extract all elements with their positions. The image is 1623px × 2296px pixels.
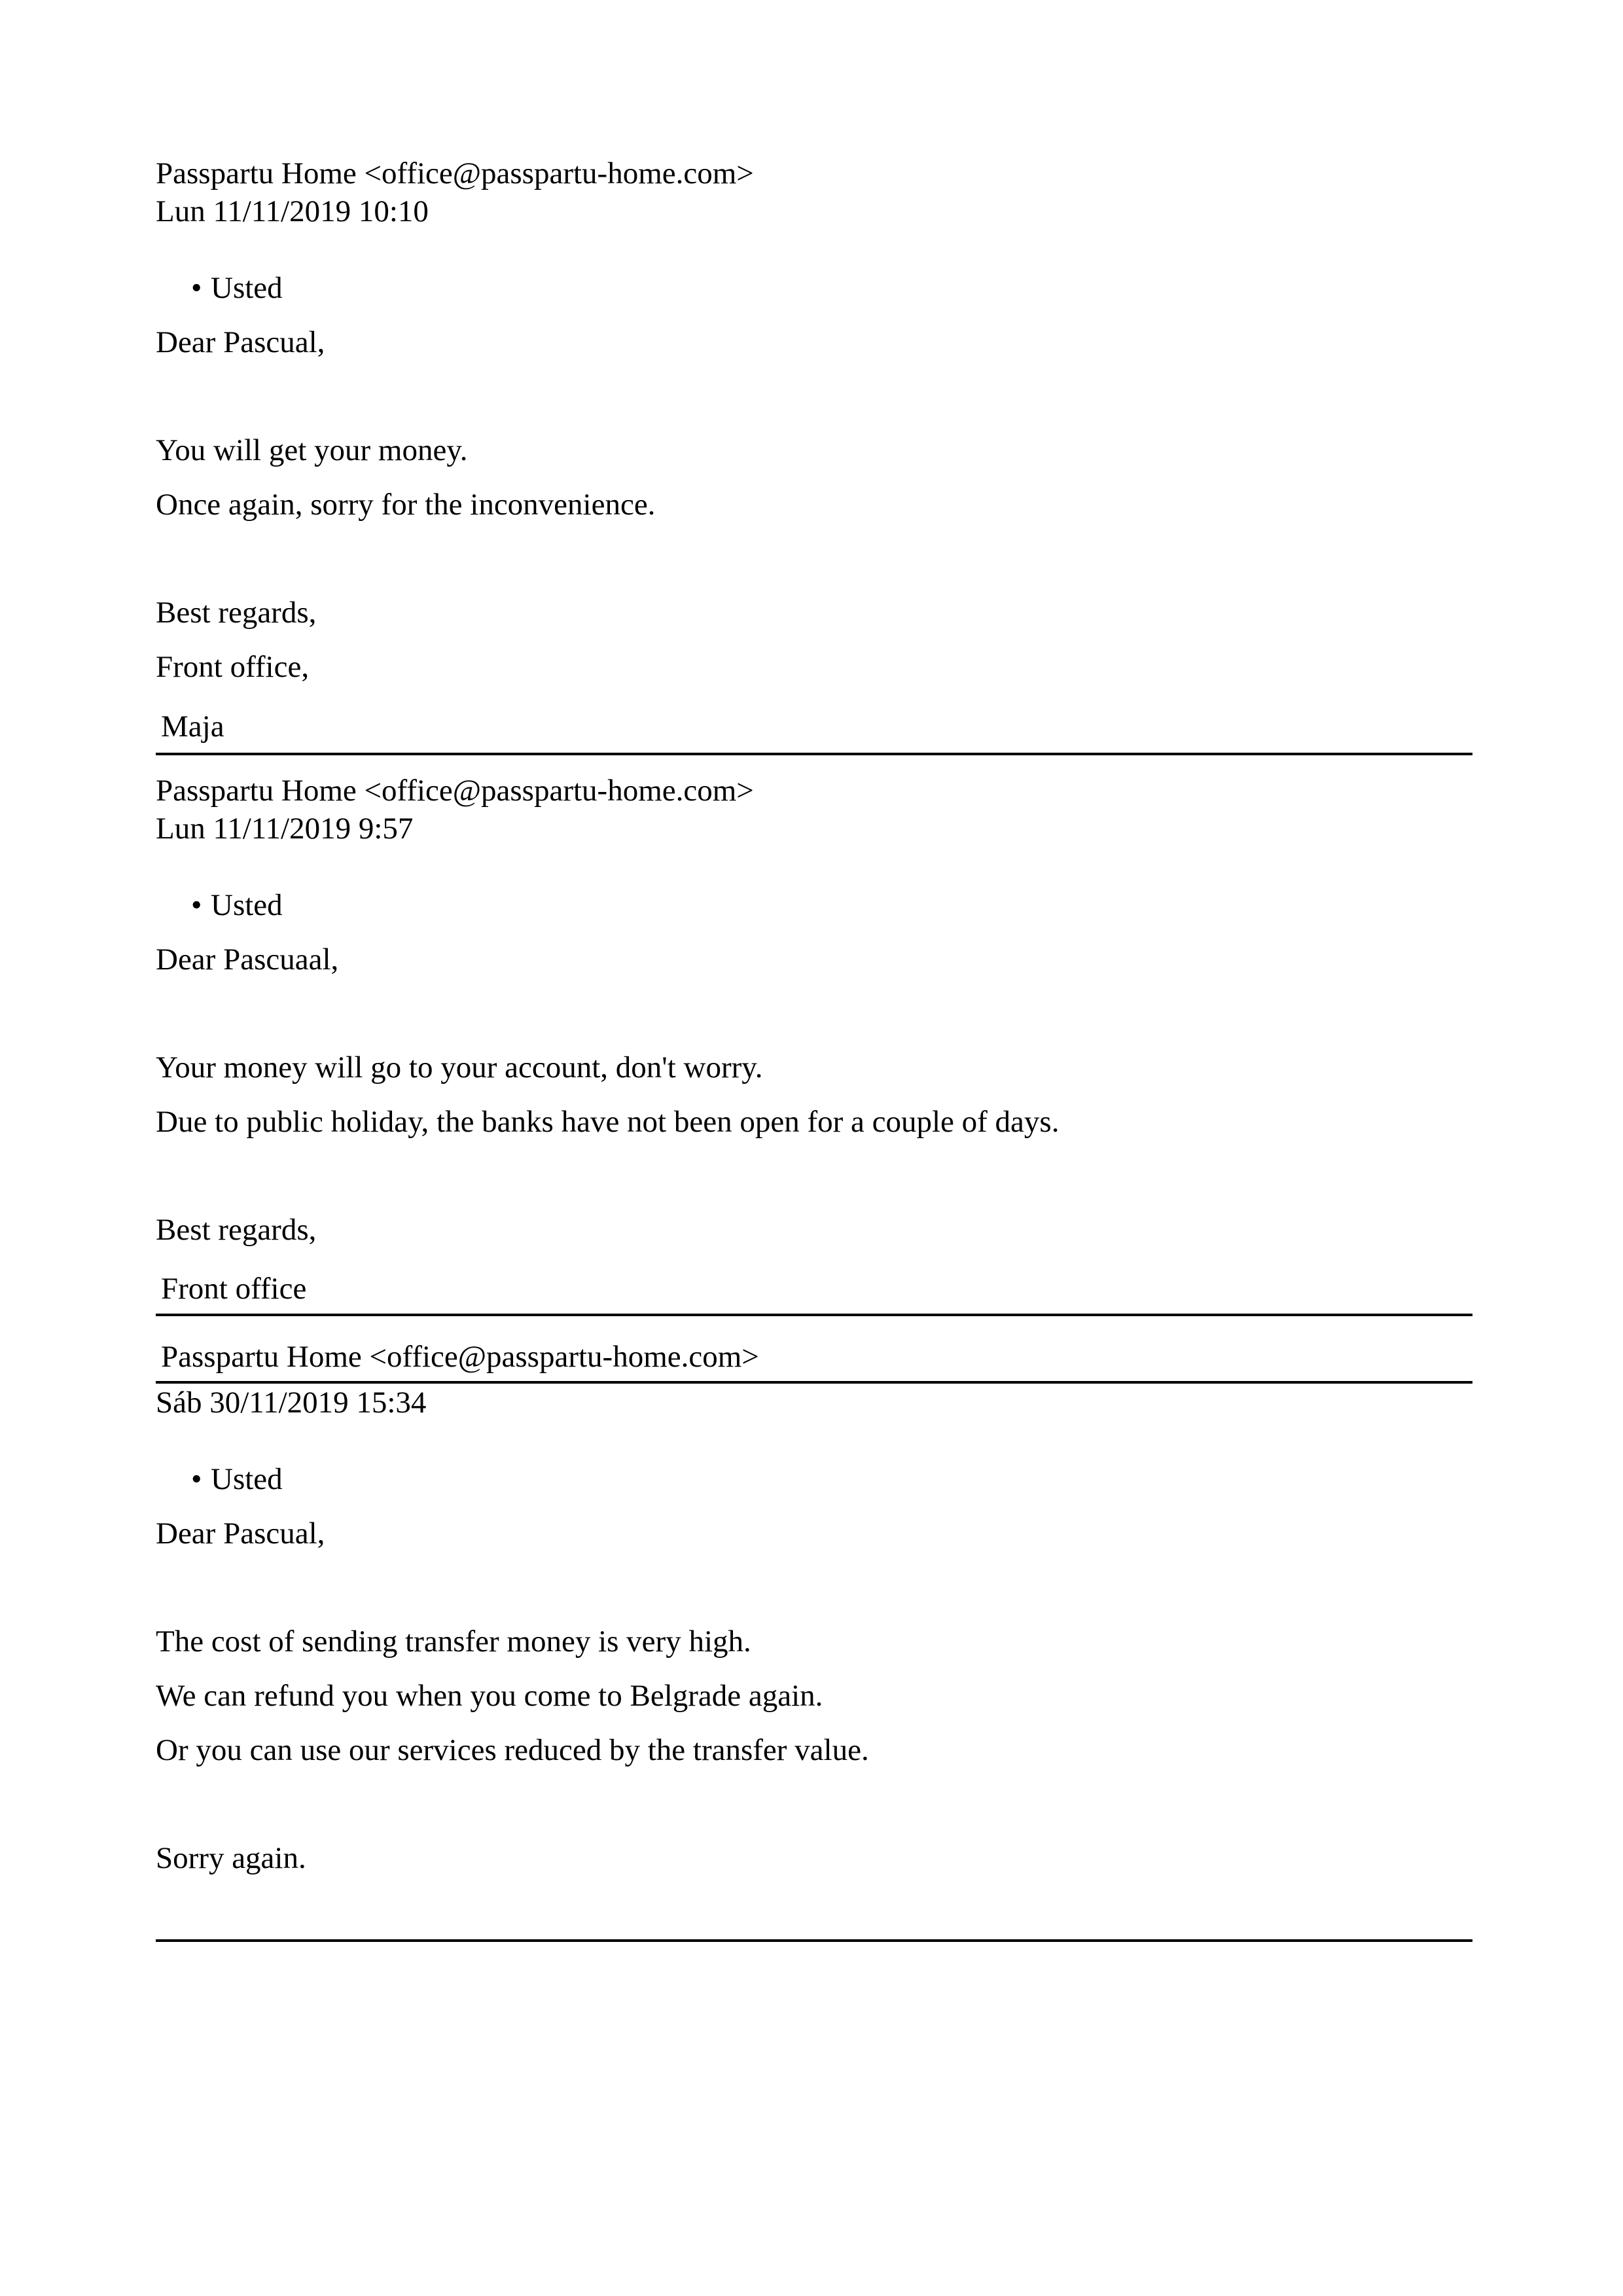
greeting: Dear Pascuaal, [156,942,339,977]
bullet-icon: • [191,888,202,922]
bullet-icon: • [191,271,202,305]
closing: Best regards, [156,1213,317,1247]
sender-line: Passpartu Home <office@passpartu-home.com> [156,774,754,808]
recipient-label: Usted [211,1462,283,1496]
sender-line: Passpartu Home <office@passpartu-home.com> [161,1340,759,1374]
date-line: Lun 11/11/2019 9:57 [156,812,414,846]
separator-line [156,1939,1472,1942]
closing: Sorry again. [156,1841,306,1875]
body-paragraph: You will get your money. [156,433,468,467]
signature-name: Maja [161,709,224,744]
body-paragraph: We can refund you when you come to Belgrade again. [156,1679,823,1713]
recipient-label: Usted [211,888,283,922]
body-paragraph: Due to public holiday, the banks have not been open for a couple of days. [156,1105,1060,1139]
date-line: Sáb 30/11/2019 15:34 [156,1386,427,1420]
sender-line: Passpartu Home <office@passpartu-home.com> [156,156,754,190]
recipient-label: Usted [211,271,283,305]
body-paragraph: Once again, sorry for the inconvenience. [156,488,656,522]
closing: Best regards, [156,596,317,630]
greeting: Dear Pascual, [156,325,325,359]
recipient-item [191,271,283,305]
separator-line [156,1381,1472,1384]
separator-line [156,753,1472,755]
greeting: Dear Pascual, [156,1516,325,1551]
recipient-item [191,1462,283,1496]
recipient-item [191,888,283,922]
signature-line: Front office, [156,650,310,684]
date-line: Lun 11/11/2019 10:10 [156,194,429,228]
body-paragraph: Your money will go to your account, don't worry. [156,1050,763,1085]
signature-line: Front office [161,1272,307,1306]
bullet-icon: • [191,1462,202,1496]
body-paragraph: The cost of sending transfer money is very high. [156,1624,751,1659]
body-paragraph: Or you can use our services reduced by the transfer value. [156,1733,869,1767]
separator-line [156,1314,1472,1316]
